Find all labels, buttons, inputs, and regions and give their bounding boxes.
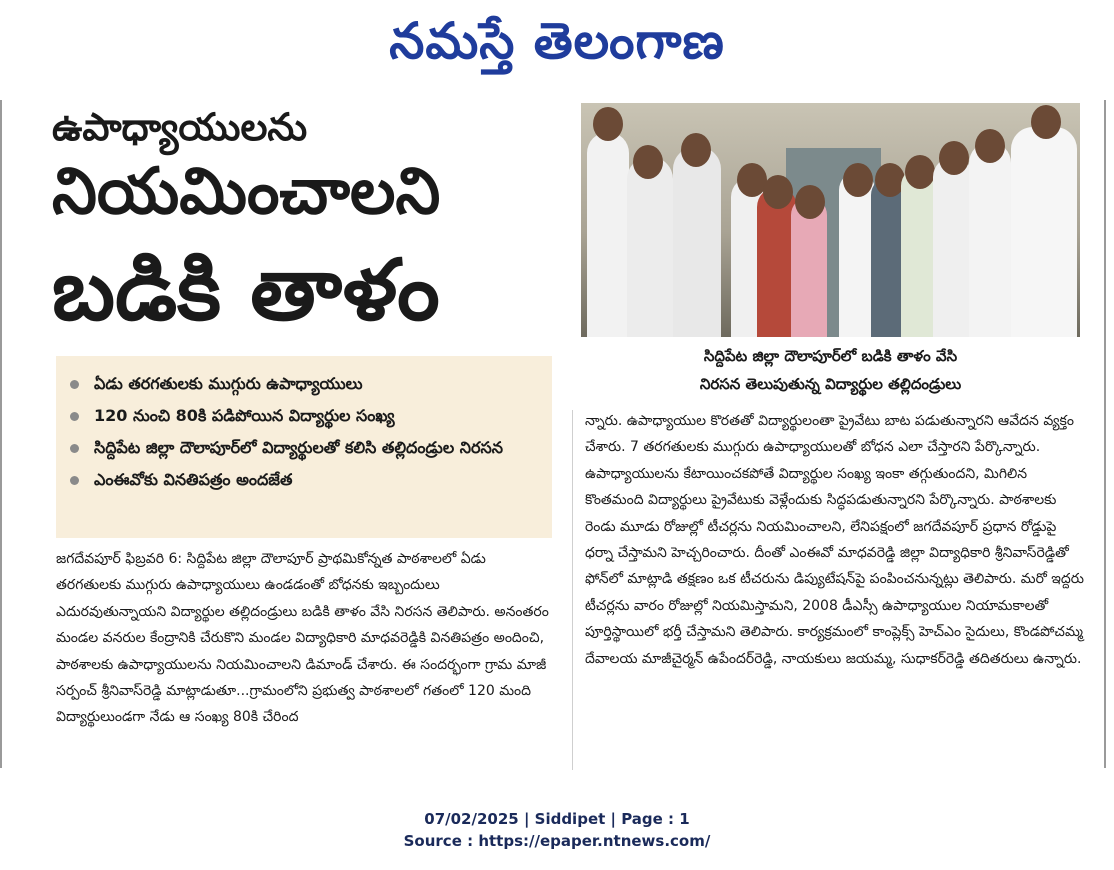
column-divider [572, 410, 573, 770]
highlight-item [70, 400, 542, 432]
highlight-text: ఎంఈవోకు వినతిపత్రం అందజేత [94, 470, 293, 489]
person-figure [587, 132, 629, 337]
person-head [593, 107, 623, 141]
person-figure [627, 157, 673, 337]
person-head [1031, 105, 1061, 139]
person-figure [673, 147, 721, 337]
highlight-text: ఏడు తరగతులకు ముగ్గురు ఉపాధ్యాయులు [94, 374, 363, 393]
bullet-icon [70, 412, 79, 421]
highlight-item [70, 464, 542, 496]
caption-line: నిరసన తెలుపుతున్న విద్యార్థుల తల్లిదండ్రులు [699, 375, 962, 393]
footer-source-link[interactable]: Source : https://epaper.ntnews.com/ [403, 832, 711, 850]
person-head [681, 133, 711, 167]
person-figure [933, 157, 973, 337]
person-head [905, 155, 935, 189]
masthead-logo: నమస్తే తెలంగాణ [389, 12, 725, 70]
article-body-left: జగదేవపూర్‌ ఫిబ్రవరి 6: సిద్దిపేట జిల్లా దౌలాపూర్‌ ప్రాథమికోన్నత పాఠశాలలో ఏడు తరగతులకు ముగ్గురు ఉపాధ్యాయులు ఉండడంతో బోధనకు ఇబ్బందులు ఎదురవుతున్నాయని విద్యార్థుల తల్లిదండ్రులు బడికి తాళం వేసి నిరసన తెలిపారు. అనంతరం మండల వనరుల కేంద్రానికి చేరుకొని మండల విద్యాధికారి మాధవరెడ్డికి వినతిపత్రం అందించి, పాఠశాలకు ఉపాధ్యాయులను నియమించాలని డిమాండ్‌ చేశారు. ఈ సందర్భంగా గ్రామ మాజీ సర్పంచ్‌ శ్రీనివాస్‌రెడ్డి మాట్లాడుతూ...గ్రామంలోని ప్రభుత్వ పాఠశాలలో గతంలో 120 మంది విద్యార్థులుండగా నేడు ఆ సంఖ్య 80కి చేరింద [56, 551, 549, 726]
caption-line: సిద్దిపేట జిల్లా దౌలాపూర్‌లో బడికి తాళం వేసి [703, 347, 958, 365]
person-head [975, 129, 1005, 163]
person-head [633, 145, 663, 179]
news-photo [581, 103, 1080, 337]
person-head [795, 185, 825, 219]
right-border-rule [1104, 100, 1106, 768]
person-head [843, 163, 873, 197]
highlight-item [70, 368, 542, 400]
headline-line-2: బడికి తాళం [52, 241, 440, 339]
footer-edition-info: 07/02/2025 | Siddipet | Page : 1 [424, 810, 690, 828]
headline-line-1: నియమించాలని [52, 155, 441, 229]
bullet-icon [70, 444, 79, 453]
highlight-text: 120 నుంచి 80కి పడిపోయిన విద్యార్థుల సంఖ్య [94, 406, 395, 425]
person-head [939, 141, 969, 175]
highlights-box [56, 356, 552, 538]
person-figure [1011, 127, 1077, 337]
bullet-icon [70, 380, 79, 389]
person-head [763, 175, 793, 209]
headline-kicker: ఉపాధ్యాయులను [52, 105, 308, 149]
highlight-text: సిద్దిపేట జిల్లా దౌలాపూర్‌లో విద్యార్థులతో కలిసి తల్లిదండ్రుల నిరసన [94, 438, 503, 457]
person-figure [969, 142, 1011, 337]
photo-caption [581, 342, 1080, 398]
article-body-right: న్నారు. ఉపాధ్యాయుల కొరతతో విద్యార్థులంతా ప్రైవేటు బాట పడుతున్నారని ఆవేదన వ్యక్తం చేశారు. 7 తరగతులకు ముగ్గురు ఉపాధ్యాయులతో బోధన ఎలా చేస్తారని పేర్కొన్నారు. ఉపాధ్యాయులను కేటాయించకపోతే విద్యార్థుల సంఖ్య ఇంకా తగ్గుతుందని, మిగిలిన కొంతమంది విద్యార్థులు ప్రైవేటుకు వెళ్లేందుకు సిద్ధపడుతున్నారని పేర్కొన్నారు. పాఠశాలకు రెండు మూడు రోజుల్లో టీచర్లను నియమించాలని, లేనిపక్షంలో జగదేవపూర్‌ ప్రధాన రోడ్డుపై ధర్నా చేస్తామని హెచ్చరించారు. దీంతో ఎంఈవో మాధవరెడ్డి జిల్లా విద్యాధికారి శ్రీనివాస్‌రెడ్డితో ఫోన్‌లో మాట్లాడి తక్షణం ఒక టీచరును డిప్యుటేషన్‌పై పంపించనున్నట్లు తెలిపారు. మరో ఇద్దరు టీచర్లను వారం రోజుల్లో నియమిస్తామని, 2008 డీఎస్సీ ఉపాధ్యాయుల నియామకాలతో పూర్తిస్థాయిలో భర్తీ చేస్తామని తెలిపారు. కార్యక్రమంలో కాంప్లెక్స్‌ హెచ్‌ఎం సైదులు, కొండపోచమ్మ దేవాలయ మాజీచైర్మన్‌ ఉపేందర్‌రెడ్డి, నాయకులు జయమ్మ, సుధాకర్‌రెడ్డి తదితరులు ఉన్నారు. [585, 413, 1084, 667]
highlight-item [70, 432, 542, 464]
left-border-rule [0, 100, 2, 768]
bullet-icon [70, 476, 79, 485]
